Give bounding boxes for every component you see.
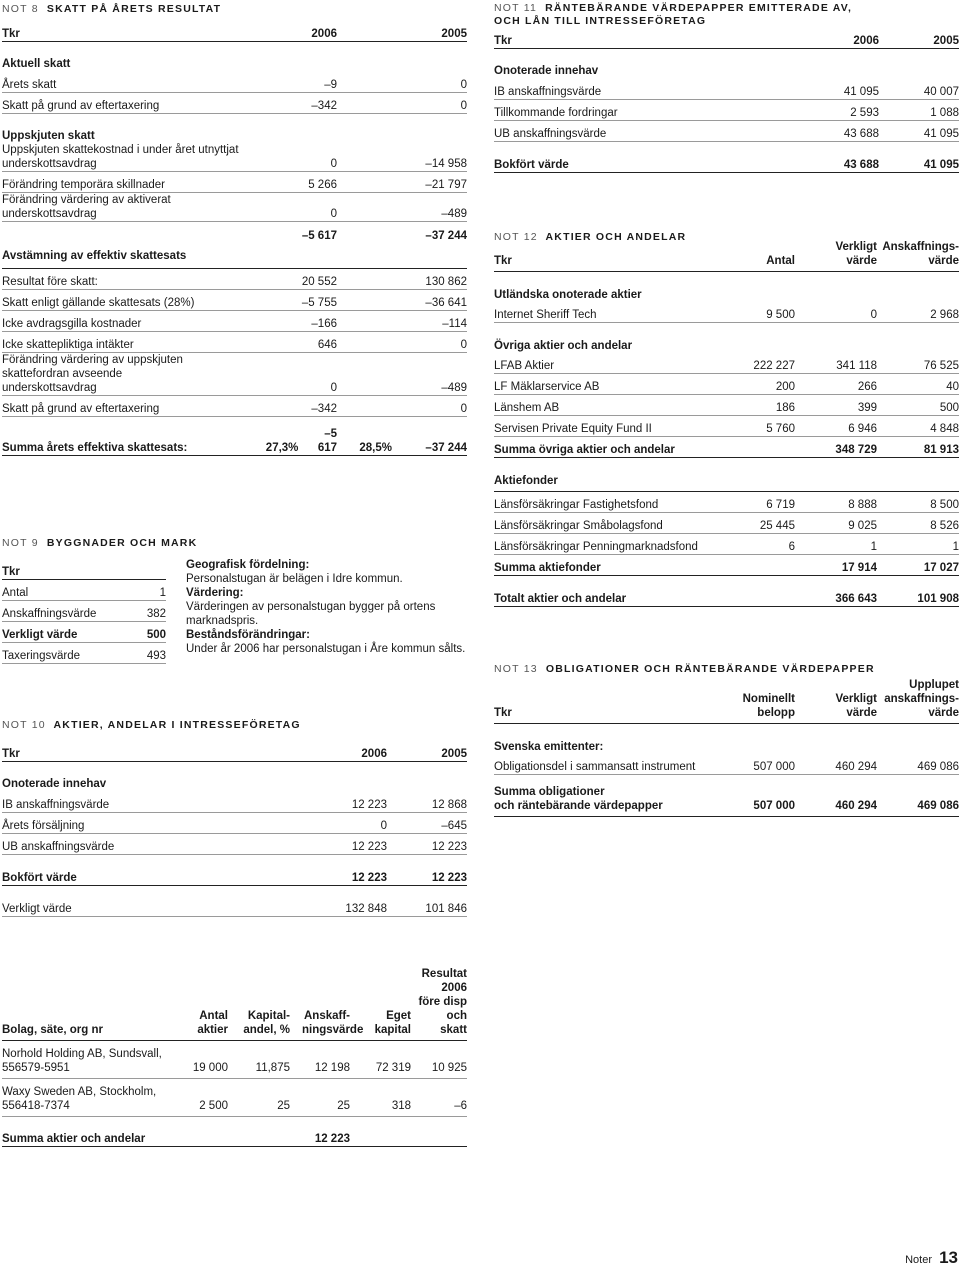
table-header-row: Tkr 2006 2005 xyxy=(2,738,467,761)
table-row: Resultat före skatt: 20 552 130 862 xyxy=(2,269,467,290)
note-13 xyxy=(494,662,959,817)
table-row: LF Mäklarservice AB 200 266 40 xyxy=(494,374,959,395)
note-8-table xyxy=(2,18,467,456)
table-subheading: Svenska emittenter: xyxy=(494,740,604,753)
table-row: Verkligt värde 132 848 101 846 xyxy=(2,895,467,916)
table-subheading: Utländska onoterade aktier xyxy=(494,288,642,301)
table-subheading: Uppskjuten skatt xyxy=(2,130,95,142)
table-header-row: Tkr Antal Verkligt värde Anskaffnings-värde xyxy=(494,240,959,272)
table-row: IB anskaffningsvärde 12 223 12 868 xyxy=(2,791,467,812)
table-sum-row: Summa övriga aktier och andelar 348 729 81 913 xyxy=(494,437,959,458)
table-subheading: Avstämning av effektiv skattesats xyxy=(2,249,187,262)
note-13-table xyxy=(494,678,959,817)
note-10-table xyxy=(2,738,467,917)
table-row: Länsförsäkringar Penningmarknadsfond 6 1 1 xyxy=(494,534,959,555)
table-row: Uppskjuten skattekostnad i under året utnyttjat underskottsavdrag 0 –14 958 xyxy=(2,144,467,170)
note-10-heading: NOT 10 AKTIER, ANDELAR I INTRESSEFÖRETAG xyxy=(2,719,301,731)
table-row: UB anskaffningsvärde 12 223 12 223 xyxy=(2,833,467,854)
table-row: Servisen Private Equity Fund II 5 760 6 946 4 848 xyxy=(494,416,959,437)
table-header-row: Tkr xyxy=(2,556,166,579)
note-9-table xyxy=(2,556,166,664)
table-sum-row: Summa aktier och andelar 12 223 xyxy=(2,1126,467,1146)
table-subheading: Onoterade innehav xyxy=(494,65,599,77)
table-row: Skatt enligt gällande skattesats (28%) –5 755 –36 641 xyxy=(2,290,467,311)
table-sum-row: Summa årets effektiva skattesats: 27,3% –5 617 28,5% –37 244 xyxy=(2,427,467,454)
table-sum-row: Bokfört värde 43 688 41 095 xyxy=(494,151,959,172)
table-row: Skatt på grund av eftertaxering –342 0 xyxy=(2,396,467,417)
table-header-row: Tkr 2006 2005 xyxy=(494,28,959,48)
note-11-table xyxy=(494,28,959,173)
table-row: Obligationsdel i sammansatt instrument 507 000 460 294 469 086 xyxy=(494,754,959,775)
table-row: Tillkommande fordringar 2 593 1 088 xyxy=(494,99,959,120)
table-row: Waxy Sweden AB, Stockholm, 556418-7374 2 500 25 25 318 –6 xyxy=(2,1078,467,1116)
table-row: Norhold Holding AB, Sundsvall, 556579-5951 19 000 11,875 12 198 72 319 10 925 xyxy=(2,1040,467,1078)
page-number: 13 xyxy=(939,1248,958,1267)
note-12-table xyxy=(494,240,959,607)
table-row: Icke avdragsgilla kostnader –166 –114 xyxy=(2,311,467,332)
table-header-row: Tkr Nominellt belopp Verkligt värde Upplupet anskaffnings-värde xyxy=(494,678,959,724)
table-header-row: Bolag, säte, org nr Antal aktier Kapital-andel, % Anskaff-ningsvärde Eget kapital Resultat 2006 före disp och skatt xyxy=(2,967,467,1041)
table-row: Förändring temporära skillnader 5 266 –21 797 xyxy=(2,172,467,193)
table-total-row: –5 617 –37 244 xyxy=(301,229,467,242)
note-8-heading: NOT 8 SKATT PÅ ÅRETS RESULTAT xyxy=(2,3,222,15)
table-row: Verkligt värde 500 xyxy=(2,621,166,642)
table-row: Årets skatt –9 0 xyxy=(2,71,467,92)
table-row: Förändring värdering av aktiverat underskottsavdrag 0 –489 xyxy=(2,194,467,220)
table-row: Antal 1 xyxy=(2,579,166,600)
note-12-heading: NOT 12 AKTIER OCH ANDELAR xyxy=(494,231,687,243)
table-row: Anskaffningsvärde 382 xyxy=(2,600,166,621)
table-row: Icke skattepliktiga intäkter 646 0 xyxy=(2,332,467,353)
table-row: Förändring värdering av uppskjuten skattefordran avseende underskottsavdrag 0 –489 xyxy=(2,354,467,394)
table-row: Länshem AB 186 399 500 xyxy=(494,395,959,416)
table-subheading: Övriga aktier och andelar xyxy=(494,339,633,352)
table-subheading: Onoterade innehav xyxy=(2,778,107,790)
table-row: LFAB Aktier 222 227 341 118 76 525 xyxy=(494,353,959,374)
table-subheading: Aktuell skatt xyxy=(2,58,71,70)
table-row: IB anskaffningsvärde 41 095 40 007 xyxy=(494,78,959,99)
note-10 xyxy=(2,718,467,1147)
table-row: Länsförsäkringar Småbolagsfond 25 445 9 025 8 526 xyxy=(494,513,959,534)
table-sum-row: Bokfört värde 12 223 12 223 xyxy=(2,864,467,885)
footer-label: Noter xyxy=(905,1254,933,1266)
page-footer xyxy=(905,1248,958,1267)
note-8 xyxy=(2,2,467,456)
table-row: UB anskaffningsvärde 43 688 41 095 xyxy=(494,120,959,141)
note-13-heading: NOT 13 OBLIGATIONER OCH RÄNTEBÄRANDE VÄRDEPAPPER xyxy=(494,663,875,675)
note-9-heading: NOT 9 BYGGNADER OCH MARK xyxy=(2,537,198,549)
note-11-heading: NOT 11 RÄNTEBÄRANDE VÄRDEPAPPER EMITTERADE AV, OCH LÅN TILL INTRESSEFÖRETAG xyxy=(494,2,853,27)
table-sum-row: Summa obligationer och räntebärande värdepapper 507 000 460 294 469 086 xyxy=(494,785,959,817)
note-9 xyxy=(2,536,467,662)
table-total-row: Totalt aktier och andelar 366 643 101 908 xyxy=(494,586,959,607)
note-12 xyxy=(494,230,959,607)
table-row: Skatt på grund av eftertaxering –342 0 xyxy=(2,92,467,113)
note-10-company-table xyxy=(2,967,467,1147)
note-9-info: Geografisk fördelning: Personalstugan är belägen i Idre kommun. Värdering: Värderingen av personalstugan bygger på ortens marknadspris. Beståndsförändringar: Under år 2006 har personalstugan i Åre kommun sålts. xyxy=(186,559,466,655)
table-row: Taxeringsvärde 493 xyxy=(2,642,166,663)
table-sum-row: Summa aktiefonder 17 914 17 027 xyxy=(494,555,959,576)
note-11 xyxy=(494,2,959,173)
table-header-row: Tkr 2006 2005 xyxy=(2,18,467,41)
table-subheading: Aktiefonder xyxy=(494,474,558,487)
table-row: Årets försäljning 0 –645 xyxy=(2,812,467,833)
table-row: Internet Sheriff Tech 9 500 0 2 968 xyxy=(494,302,959,323)
table-row: Länsförsäkringar Fastighetsfond 6 719 8 888 8 500 xyxy=(494,492,959,513)
